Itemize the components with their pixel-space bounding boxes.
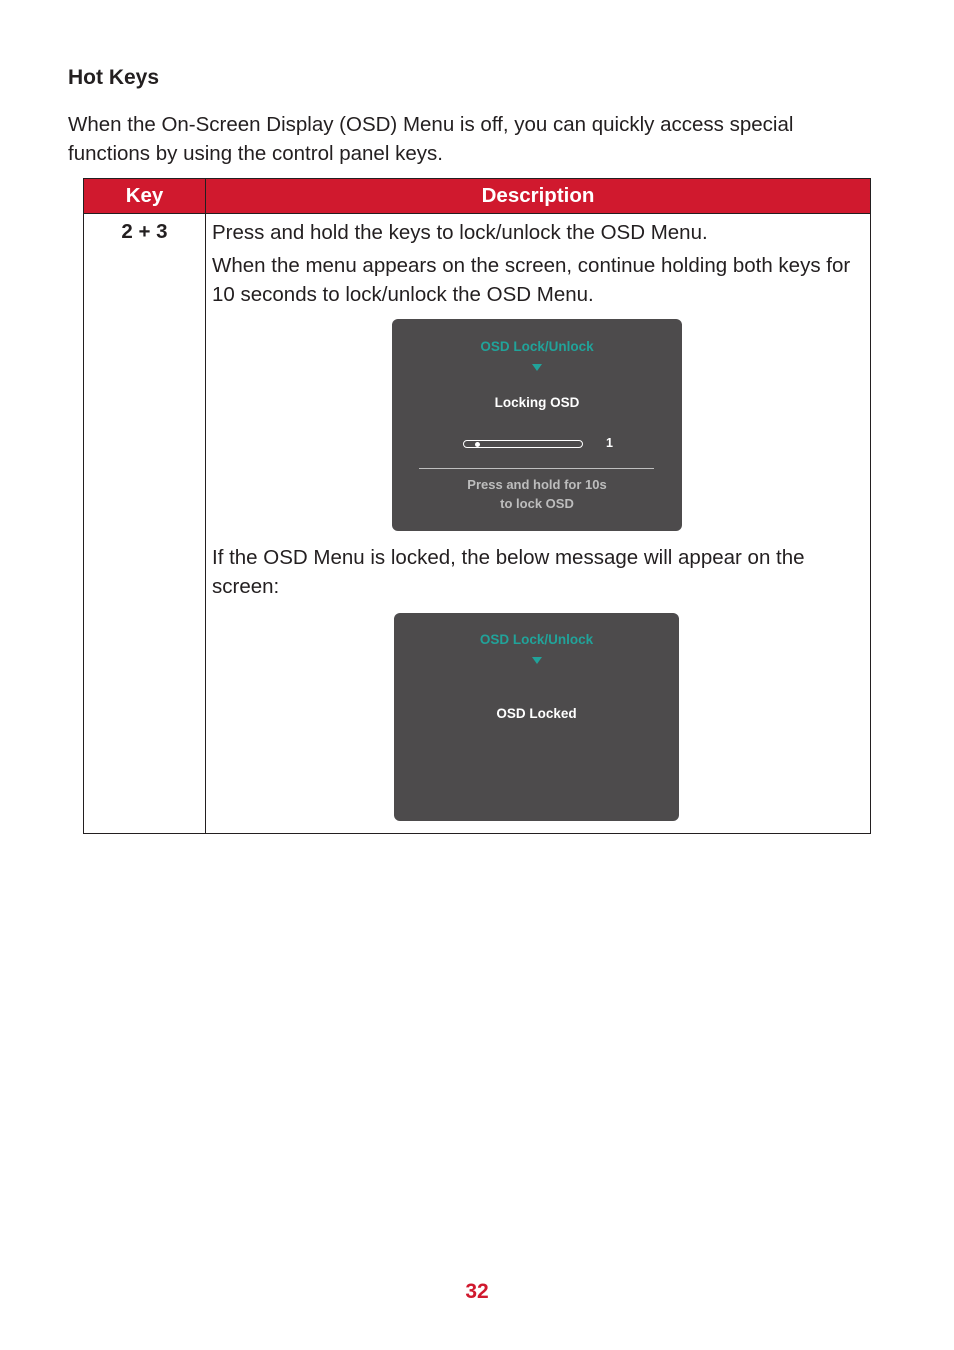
table-header-row	[84, 179, 871, 214]
description-cell	[206, 214, 871, 834]
triangle-down-icon	[532, 657, 542, 664]
hot-keys-table	[83, 178, 871, 834]
osd-locking-screenshot	[392, 319, 682, 531]
table-row	[84, 214, 871, 834]
section-heading: Hot Keys	[68, 66, 160, 89]
triangle-down-icon	[532, 364, 542, 371]
description-paragraph: Press and hold the keys to lock/unlock the OSD Menu.	[212, 221, 708, 244]
description-paragraph: If the OSD Menu is locked, the below message will appear on the screen:	[212, 546, 805, 598]
intro-paragraph: When the On-Screen Display (OSD) Menu is off, you can quickly access special functions by using the control panel keys.	[68, 113, 794, 165]
osd-divider	[419, 468, 654, 469]
osd-hint-line: to lock OSD	[500, 496, 574, 511]
osd-title: OSD Lock/Unlock	[480, 339, 594, 354]
page-number: 32	[465, 1280, 489, 1303]
description-column-header: Description	[206, 179, 871, 214]
progress-value: 1	[606, 436, 613, 450]
progress-slider	[463, 440, 583, 448]
osd-locked-screenshot	[394, 613, 679, 821]
description-paragraph: When the menu appears on the screen, continue holding both keys for 10 seconds to lock/unlock the OSD Menu.	[212, 254, 851, 306]
osd-hint	[392, 475, 682, 513]
osd-message: Locking OSD	[494, 395, 580, 410]
key-column-header: Key	[84, 179, 206, 214]
key-combination: 2 + 3	[84, 214, 206, 834]
slider-knob	[475, 442, 480, 447]
osd-title: OSD Lock/Unlock	[479, 632, 594, 647]
osd-hint-line: Press and hold for 10s	[467, 477, 607, 492]
osd-message: OSD Locked	[496, 706, 577, 721]
